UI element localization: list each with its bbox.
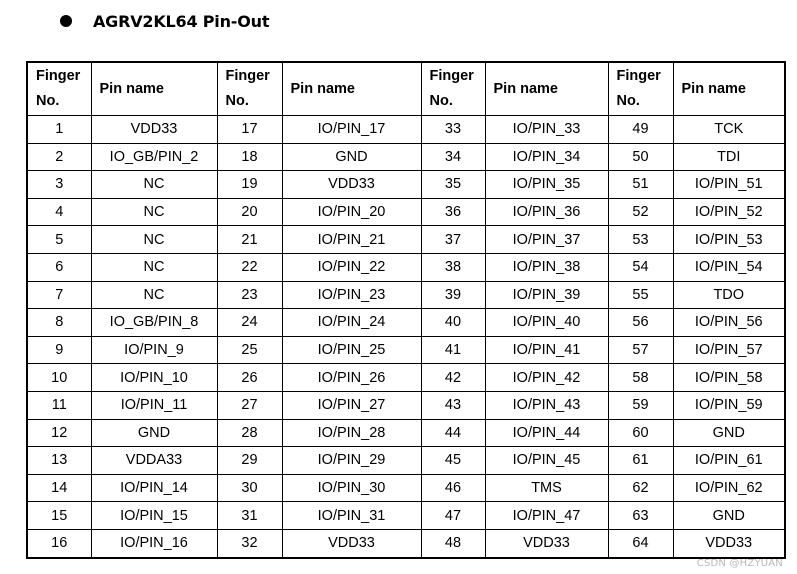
pin-name-cell: IO/PIN_38	[485, 253, 608, 281]
finger-no-cell: 14	[27, 474, 91, 502]
finger-no-cell: 42	[421, 364, 485, 392]
pin-name-cell: IO/PIN_43	[485, 391, 608, 419]
finger-no-cell: 44	[421, 419, 485, 447]
finger-no-cell: 47	[421, 502, 485, 530]
finger-no-cell: 28	[217, 419, 282, 447]
pin-name-cell: IO/PIN_20	[282, 198, 421, 226]
table-row	[27, 447, 785, 475]
finger-no-cell: 32	[217, 529, 282, 557]
table-row	[27, 336, 785, 364]
finger-no-cell: 7	[27, 281, 91, 309]
finger-no-cell: 36	[421, 198, 485, 226]
pin-name-cell: IO/PIN_39	[485, 281, 608, 309]
finger-no-cell: 23	[217, 281, 282, 309]
pin-name-cell: TDI	[673, 143, 785, 171]
table-row	[27, 116, 785, 144]
pin-name-cell: IO/PIN_53	[673, 226, 785, 254]
pin-name-cell: IO/PIN_37	[485, 226, 608, 254]
finger-no-cell: 40	[421, 309, 485, 337]
finger-no-cell: 59	[608, 391, 673, 419]
pin-name-cell: VDD33	[485, 529, 608, 557]
finger-no-cell: 1	[27, 116, 91, 144]
table-row	[27, 529, 785, 557]
finger-no-cell: 34	[421, 143, 485, 171]
table-row	[27, 364, 785, 392]
pin-name-cell: IO/PIN_24	[282, 309, 421, 337]
table-row	[27, 253, 785, 281]
finger-no-cell: 9	[27, 336, 91, 364]
pin-name-cell: NC	[91, 171, 217, 199]
finger-no-cell: 39	[421, 281, 485, 309]
finger-no-cell: 15	[27, 502, 91, 530]
pin-name-cell: IO/PIN_17	[282, 116, 421, 144]
finger-no-cell: 13	[27, 447, 91, 475]
finger-no-cell: 48	[421, 529, 485, 557]
finger-no-cell: 50	[608, 143, 673, 171]
finger-no-cell: 61	[608, 447, 673, 475]
finger-no-cell: 33	[421, 116, 485, 144]
pin-name-cell: IO/PIN_62	[673, 474, 785, 502]
table-body	[27, 116, 785, 558]
pin-name-cell: IO/PIN_28	[282, 419, 421, 447]
finger-no-cell: 12	[27, 419, 91, 447]
finger-no-cell: 54	[608, 253, 673, 281]
finger-no-cell: 21	[217, 226, 282, 254]
finger-no-cell: 46	[421, 474, 485, 502]
pin-name-cell: IO/PIN_23	[282, 281, 421, 309]
pin-name-cell: IO/PIN_34	[485, 143, 608, 171]
pin-name-cell: VDDA33	[91, 447, 217, 475]
pin-name-cell: IO/PIN_54	[673, 253, 785, 281]
pin-name-cell: IO/PIN_40	[485, 309, 608, 337]
finger-no-cell: 38	[421, 253, 485, 281]
pin-name-cell: NC	[91, 198, 217, 226]
page-title: AGRV2KL64 Pin-Out	[93, 11, 270, 31]
finger-no-cell: 30	[217, 474, 282, 502]
pin-name-cell: IO/PIN_14	[91, 474, 217, 502]
finger-no-cell: 58	[608, 364, 673, 392]
pin-name-cell: IO/PIN_10	[91, 364, 217, 392]
finger-no-cell: 22	[217, 253, 282, 281]
finger-no-cell: 11	[27, 391, 91, 419]
finger-no-cell: 17	[217, 116, 282, 144]
finger-no-cell: 53	[608, 226, 673, 254]
watermark: CSDN @HZYUAN	[696, 558, 783, 569]
pin-name-cell: IO/PIN_22	[282, 253, 421, 281]
finger-no-cell: 6	[27, 253, 91, 281]
pin-name-cell: IO/PIN_35	[485, 171, 608, 199]
pin-name-cell: GND	[91, 419, 217, 447]
pin-name-cell: IO/PIN_31	[282, 502, 421, 530]
finger-no-cell: 51	[608, 171, 673, 199]
pin-name-cell: VDD33	[282, 529, 421, 557]
table-header-row	[27, 62, 785, 116]
pin-name-cell: NC	[91, 253, 217, 281]
pin-name-cell: IO/PIN_56	[673, 309, 785, 337]
pin-name-cell: GND	[673, 502, 785, 530]
finger-no-cell: 60	[608, 419, 673, 447]
finger-no-cell: 26	[217, 364, 282, 392]
pin-name-cell: IO/PIN_15	[91, 502, 217, 530]
table-row	[27, 391, 785, 419]
bullet-icon	[60, 15, 72, 27]
pin-name-cell: GND	[282, 143, 421, 171]
finger-no-cell: 19	[217, 171, 282, 199]
finger-no-cell: 2	[27, 143, 91, 171]
finger-no-cell: 49	[608, 116, 673, 144]
finger-no-cell: 45	[421, 447, 485, 475]
finger-no-cell: 24	[217, 309, 282, 337]
pin-name-cell: IO/PIN_26	[282, 364, 421, 392]
table-row	[27, 143, 785, 171]
pin-name-cell: IO/PIN_44	[485, 419, 608, 447]
finger-no-cell: 4	[27, 198, 91, 226]
table-row	[27, 198, 785, 226]
pinout-table	[26, 61, 786, 559]
pin-name-cell: IO/PIN_9	[91, 336, 217, 364]
pin-name-cell: TMS	[485, 474, 608, 502]
finger-no-cell: 62	[608, 474, 673, 502]
finger-no-cell: 10	[27, 364, 91, 392]
pin-name-cell: IO/PIN_51	[673, 171, 785, 199]
pin-name-cell: NC	[91, 226, 217, 254]
pin-name-cell: IO/PIN_57	[673, 336, 785, 364]
finger-no-cell: 8	[27, 309, 91, 337]
finger-no-cell: 16	[27, 529, 91, 557]
pin-name-cell: TDO	[673, 281, 785, 309]
pin-name-cell: VDD33	[673, 529, 785, 557]
finger-no-cell: 18	[217, 143, 282, 171]
pin-name-cell: IO/PIN_27	[282, 391, 421, 419]
pin-name-cell: IO/PIN_16	[91, 529, 217, 557]
table-row	[27, 419, 785, 447]
pin-name-cell: IO/PIN_58	[673, 364, 785, 392]
finger-no-cell: 35	[421, 171, 485, 199]
pin-name-cell: IO_GB/PIN_8	[91, 309, 217, 337]
pin-name-cell: IO/PIN_11	[91, 391, 217, 419]
finger-no-cell: 20	[217, 198, 282, 226]
pin-name-cell: IO/PIN_29	[282, 447, 421, 475]
pin-name-cell: IO/PIN_61	[673, 447, 785, 475]
pin-name-cell: IO/PIN_36	[485, 198, 608, 226]
header-finger-no: Finger No.	[608, 62, 673, 116]
finger-no-cell: 57	[608, 336, 673, 364]
table-row	[27, 502, 785, 530]
header-finger-no: Finger No.	[217, 62, 282, 116]
pin-name-cell: IO/PIN_25	[282, 336, 421, 364]
pin-name-cell: IO/PIN_52	[673, 198, 785, 226]
finger-no-cell: 5	[27, 226, 91, 254]
pin-name-cell: IO/PIN_41	[485, 336, 608, 364]
finger-no-cell: 29	[217, 447, 282, 475]
pin-name-cell: GND	[673, 419, 785, 447]
finger-no-cell: 3	[27, 171, 91, 199]
pin-name-cell: IO/PIN_30	[282, 474, 421, 502]
finger-no-cell: 63	[608, 502, 673, 530]
header-finger-no: Finger No.	[421, 62, 485, 116]
pin-name-cell: IO/PIN_45	[485, 447, 608, 475]
pin-name-cell: VDD33	[282, 171, 421, 199]
pin-name-cell: IO_GB/PIN_2	[91, 143, 217, 171]
header-finger-no: Finger No.	[27, 62, 91, 116]
table-row	[27, 226, 785, 254]
header-pin-name: Pin name	[673, 62, 785, 116]
pin-name-cell: VDD33	[91, 116, 217, 144]
table-row	[27, 474, 785, 502]
finger-no-cell: 31	[217, 502, 282, 530]
finger-no-cell: 37	[421, 226, 485, 254]
pin-name-cell: IO/PIN_59	[673, 391, 785, 419]
section-heading	[60, 9, 269, 33]
finger-no-cell: 64	[608, 529, 673, 557]
header-pin-name: Pin name	[282, 62, 421, 116]
finger-no-cell: 25	[217, 336, 282, 364]
pin-name-cell: IO/PIN_21	[282, 226, 421, 254]
table-row	[27, 309, 785, 337]
finger-no-cell: 41	[421, 336, 485, 364]
pin-name-cell: TCK	[673, 116, 785, 144]
pin-name-cell: NC	[91, 281, 217, 309]
table-row	[27, 281, 785, 309]
header-pin-name: Pin name	[485, 62, 608, 116]
finger-no-cell: 56	[608, 309, 673, 337]
pin-name-cell: IO/PIN_33	[485, 116, 608, 144]
finger-no-cell: 55	[608, 281, 673, 309]
finger-no-cell: 43	[421, 391, 485, 419]
header-pin-name: Pin name	[91, 62, 217, 116]
pin-name-cell: IO/PIN_47	[485, 502, 608, 530]
table-row	[27, 171, 785, 199]
finger-no-cell: 52	[608, 198, 673, 226]
finger-no-cell: 27	[217, 391, 282, 419]
pin-name-cell: IO/PIN_42	[485, 364, 608, 392]
